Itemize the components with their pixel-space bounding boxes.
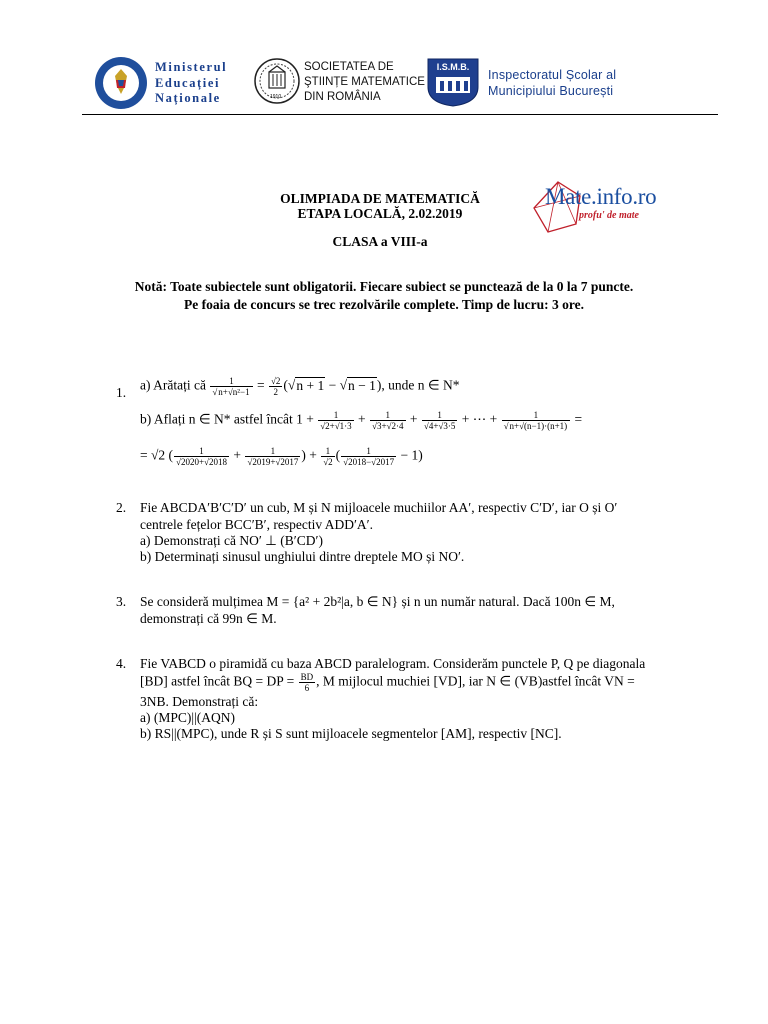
problem-1-b-lead: b) Aflați n ∈ N* astfel încât 1 + [140,411,314,427]
problem-4-b: b) RS||(MPC), unde R și S sunt mijloacele segmentelor [AM], respectiv [NC]. [140,726,562,741]
problem-2-line-2: centrele fețelor BCC′B′, respectiv ADD′A′. [140,517,374,532]
ssm-line-1: SOCIETATEA DE [304,61,394,73]
fraction-9: $\frac{1}{√2}$ [323,446,333,467]
fraction-1: $\frac{1}{\text{√n+√n²−1}}$ [210,376,252,397]
ismb-line-1: Inspectoratul Școlar al [488,68,617,82]
problem-2-line-1: Fie ABCDA′B′C′D′ un cub, M și N mijloacele muchiilor AA′, respectiv C′D′, iar O și O′ [140,500,618,515]
ssm-line-2: ŞTIINȚE MATEMATICE [304,76,425,88]
problem-2-b: b) Determinați sinusul unghiului dintre dreptele MO și NO′. [140,549,465,564]
problem-1-a: a) Arătați că $\frac{1}{\text{√n+√n²−1}}$ = $\frac{√2}{2}$ (√n + 1 − √n − 1), unde n ∈ N* [140,376,460,397]
note-line-2: Pe foaia de concurs se trec rezolvările complete. Timp de lucru: 3 ore. [184,297,584,312]
ssm-emblem [254,56,300,106]
fraction-5: $\frac{1}{√4+√3\cdot 5}$ [423,410,456,431]
mateinfo-name: Mate.info.ro [545,184,657,209]
problem-4-line-2-a: [BD] astfel încât BQ = DP = [140,673,295,689]
problem-3-number: 3. [116,594,127,609]
ministry-line-3: Naționale [155,91,221,105]
mateinfo-tagline: profu' de mate [579,210,639,221]
problem-2-number: 2. [116,500,127,515]
fraction-8: $\frac{1}{√2019+√2017}$ [247,446,299,467]
problem-1-b-line-2: = √2 ( $\frac{1}{√2020+√2018}$ + $\frac{1}{√2019+√2017}$ ) + $\frac{1}{√2}$ ( $\frac{1}{√2018-√2017}$ − 1) [140,446,423,467]
problem-4-line-2-b: , M mijlocul muchiei [VD], iar N ∈ (VB)astfel încât VN = [316,673,635,689]
problem-4-line-3: 3NB. Demonstrați că: [140,694,259,709]
ismb-line-2: Municipiului București [488,84,614,98]
ministry-emblem [94,56,148,110]
fraction-7: $\frac{1}{√2020+√2018}$ [176,446,227,467]
problem-4-line-2 [140,672,635,693]
fraction-4: $\frac{1}{√3+√2\cdot 4}$ [372,410,404,431]
ssm-year: 1910 [270,94,282,100]
ismb-badge-text: I.S.M.B. [436,62,470,72]
fraction-3: $\frac{1}{√2+√1\cdot 3}$ [320,410,352,431]
ssm-name [304,60,425,105]
ministry-name [155,60,227,107]
ismb-logo [426,57,480,107]
fraction-2: $\frac{√2}{2}$ [270,376,281,397]
fraction-6: $\frac{1}{√n+√(n-1)\cdot(n+1)}$ [502,410,571,431]
ministry-line-2: Educației [155,75,221,90]
fraction-bd-6: $\frac{BD}{6}$ [300,672,314,693]
title-line-2: ETAPA LOCALĂ, 2.02.2019 [297,206,463,221]
problem-1-a-tail: , unde n ∈ N* [381,377,460,393]
header-divider [82,114,718,115]
problem-2-a: a) Demonstrați că NO′ ⊥ (B′CD′) [140,533,323,548]
ssm-line-3: DIN ROMÂNIA [304,91,381,103]
problem-3-line-2: demonstrați că 99n ∈ M. [140,611,277,626]
problem-4-line-1: Fie VABCD o piramidă cu baza ABCD paralelogram. Considerăm punctele P, Q pe diagonala [140,656,646,671]
fraction-10: $\frac{1}{√2018-√2017}$ [343,446,395,467]
ministry-line-1: Ministerul [155,60,228,74]
problem-1-number: 1. [116,385,127,400]
note-line-1: Notă: Toate subiectele sunt obligatorii. Fiecare subiect se punctează de la 0 la 7 puncte. [134,279,634,294]
title-line-1: OLIMPIADA DE MATEMATICĂ [280,191,480,206]
problem-1-a-lead: a) Arătați că [140,377,206,393]
ismb-name [488,67,616,99]
problem-4-number: 4. [116,656,127,671]
problem-4-a: a) (MPC)||(AQN) [140,710,236,725]
problem-3-line-1: Se consideră mulțimea M = {a² + 2b²|a, b ∈ N} și n un număr natural. Dacă 100n ∈ M, [140,594,615,609]
title-line-3: CLASA a VIII-a [332,234,428,249]
problem-1-b: b) Aflați n ∈ N* astfel încât 1 + $\frac{1}{√2+√1\cdot 3}$ + $\frac{1}{√3+√2\cdot 4}$ + $\frac{1}{√4+√3\cdot 5}$ + ⋯ + $\frac{1}{√n+√(n-1)\cdot(n+1)}$ = [140,410,583,431]
